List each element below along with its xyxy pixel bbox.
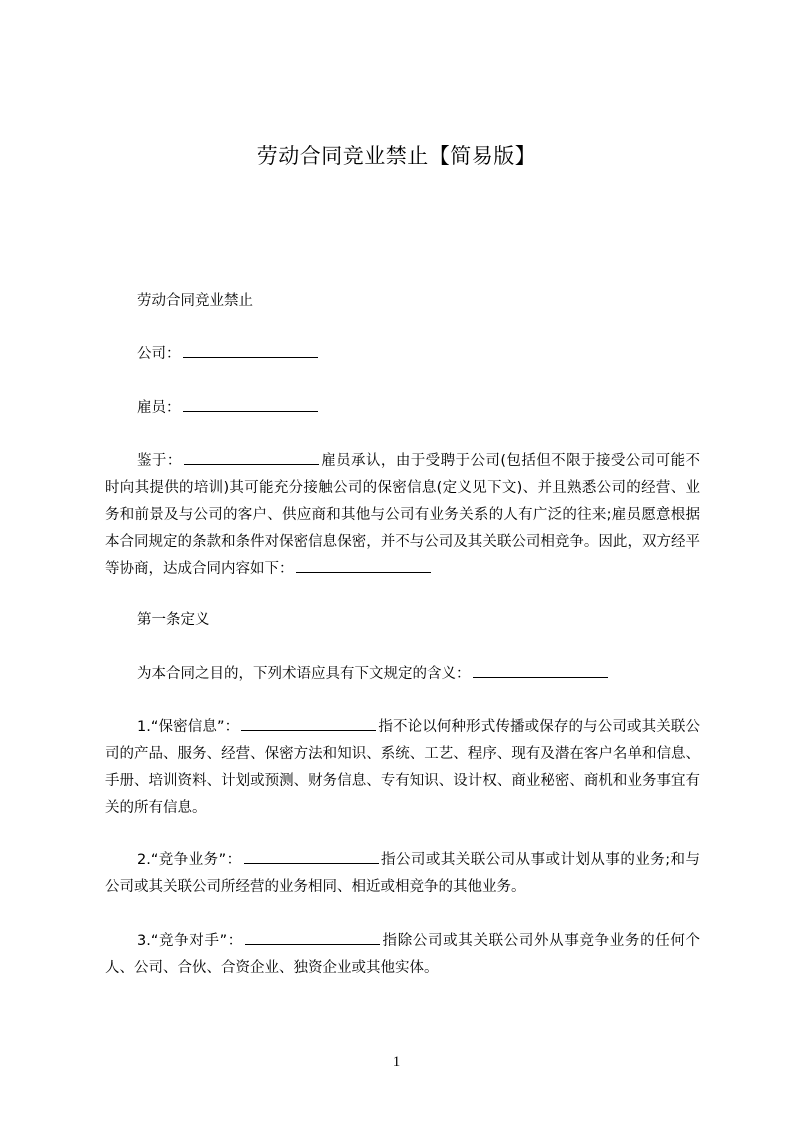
definition-item-3-label: 3.“竞争对手”： xyxy=(137,933,243,949)
definitions-blank[interactable] xyxy=(473,663,608,678)
definition-item-2-blank[interactable] xyxy=(244,849,379,864)
page-number: 1 xyxy=(392,1054,401,1070)
whereas-end-blank[interactable] xyxy=(296,558,431,573)
definitions-intro: 为本合同之目的，下列术语应具有下文规定的含义： xyxy=(137,666,471,682)
article-1-title: 第一条定义 xyxy=(137,612,210,628)
company-field-line xyxy=(105,341,700,368)
company-label: 公司： xyxy=(137,346,181,362)
definition-item-2-text: 指公司或其关联公司从事或计划从事的业务;和与公司或其关联公司所经营的业务相同、相近或相竞争的其他业务。 xyxy=(105,852,700,895)
employee-field-line xyxy=(105,395,700,422)
whereas-prefix: 鉴于： xyxy=(137,453,182,469)
whereas-blank[interactable] xyxy=(184,450,319,465)
document-title: 劳动合同竞业禁止【简易版】 xyxy=(256,144,537,168)
employee-label: 雇员： xyxy=(137,400,181,416)
definition-item-2 xyxy=(105,847,700,901)
definition-item-3-blank[interactable] xyxy=(245,930,380,945)
definition-item-2-label: 2.“竞争业务”： xyxy=(137,852,242,868)
section-heading: 劳动合同竞业禁止 xyxy=(137,293,253,309)
definition-item-3-text: 指除公司或其关联公司外从事竞争业务的任何个人、公司、合伙、合资企业、独资企业或其他实体。 xyxy=(105,933,701,976)
company-blank[interactable] xyxy=(183,343,318,358)
definition-item-3 xyxy=(105,928,700,982)
definition-item-1-label: 1.“保密信息”： xyxy=(137,719,240,735)
whereas-text: 雇员承认，由于受聘于公司(包括但不限于接受公司可能不时向其提供的培训)其可能充分接触公司的保密信息(定义见下文)、并且熟悉公司的经营、业务和前景及与公司的客户、供应商和其他与公司有业务关系的人有广泛的往来;雇员愿意根据本合同规定的条款和条件对保密信息保密，并不与公司及其关联公司相竞争。因此，双方经平等协商，达成合同内容如下： xyxy=(105,453,701,577)
definition-item-1 xyxy=(105,714,700,822)
definition-item-1-text: 指不论以何种形式传播或保存的与公司或其关联公司的产品、服务、经营、保密方法和知识、系统、工艺、程序、现有及潜在客户名单和信息、手册、培训资料、计划或预测、财务信息、专有知识、设计权、商业秘密、商机和业务事宜有关的所有信息。 xyxy=(105,719,701,816)
definition-item-1-blank[interactable] xyxy=(241,716,376,731)
definitions-intro-line xyxy=(105,661,700,688)
whereas-paragraph xyxy=(105,448,700,583)
employee-blank[interactable] xyxy=(183,397,318,412)
